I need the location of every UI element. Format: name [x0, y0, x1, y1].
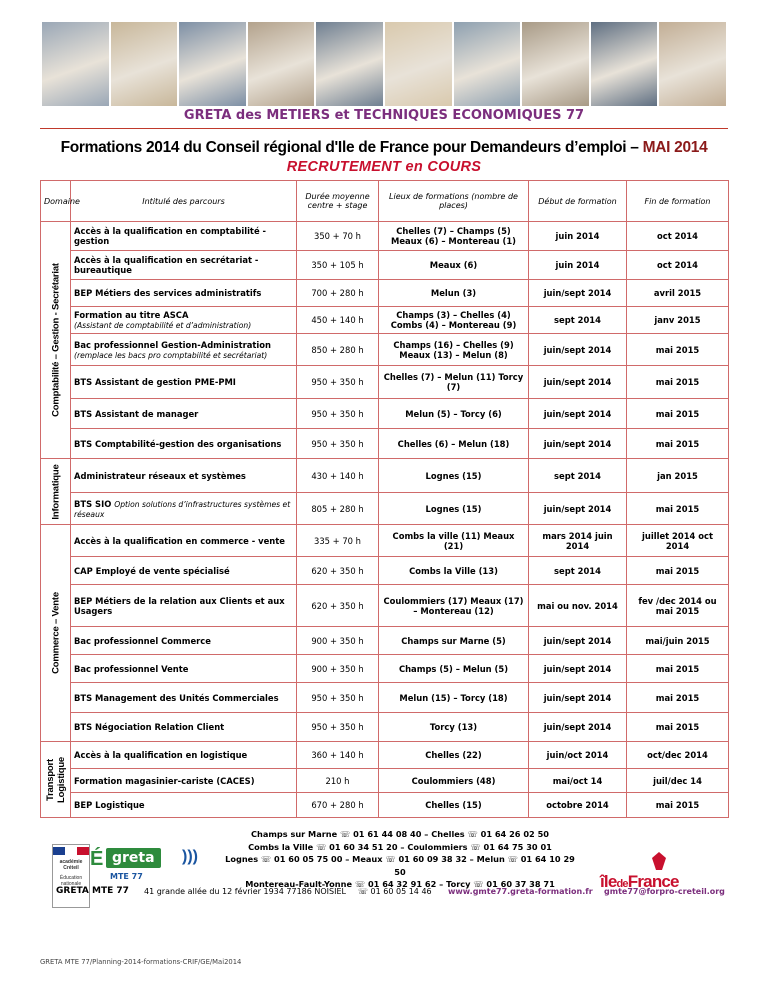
- academie-logo-mention: Éducation nationale: [59, 875, 83, 887]
- duration-cell: 430 + 140 h: [297, 459, 379, 493]
- start-cell: juin/sept 2014: [529, 655, 627, 683]
- banner-photo: [659, 22, 726, 106]
- footer: [40, 828, 728, 936]
- banner-photo: [591, 22, 658, 106]
- table-row: [41, 713, 729, 742]
- end-cell: oct/dec 2014: [627, 742, 729, 769]
- page-title-text: Formations 2014 du Conseil régional d'Ile de France pour Demandeurs d’emploi –: [60, 139, 639, 156]
- contact-line: Champs sur Marne ☏ 01 61 44 08 40 – Chelles ☏ 01 64 26 02 50: [250, 829, 549, 839]
- course-title: BEP Logistique: [74, 800, 145, 810]
- start-cell: sept 2014: [529, 307, 627, 334]
- course-cell: [71, 713, 297, 742]
- contact-line: Lognes ☏ 01 60 05 75 00 – Meaux ☏ 01 60 09 38 32 – Melun ☏ 01 64 10 29 50: [225, 854, 575, 877]
- title-divider: [40, 128, 728, 129]
- course-title: Formation au titre ASCA: [74, 310, 189, 320]
- course-title: BTS Comptabilité-gestion des organisations: [74, 438, 282, 449]
- domain-label-line: Transport: [44, 758, 56, 801]
- location-cell: Melun (5) – Torcy (6): [379, 399, 529, 429]
- org-name: GRETA MTE 77: [56, 886, 129, 896]
- start-cell: juin 2014: [529, 251, 627, 280]
- end-cell: mai 2015: [627, 429, 729, 459]
- course-title: Bac professionnel Vente: [74, 663, 189, 674]
- banner-photo: [454, 22, 521, 106]
- table-row: [41, 655, 729, 683]
- location-cell: Melun (3): [379, 280, 529, 307]
- banner-photo: [42, 22, 109, 106]
- org-title: GRETA des METIERS et TECHNIQUES ECONOMIQUES 77: [183, 108, 585, 123]
- domain-cell-compta: [41, 222, 71, 459]
- duration-cell: 850 + 280 h: [297, 334, 379, 366]
- start-cell: juin/sept 2014: [529, 366, 627, 399]
- header-domain: Domaine: [41, 181, 71, 222]
- end-cell: mai 2015: [627, 683, 729, 713]
- start-cell: juin/sept 2014: [529, 683, 627, 713]
- banner-photo: [522, 22, 589, 106]
- course-cell: [71, 307, 297, 334]
- course-cell: [71, 222, 297, 251]
- course-cell: [71, 769, 297, 793]
- duration-cell: 950 + 350 h: [297, 399, 379, 429]
- location-cell: Meaux (6): [379, 251, 529, 280]
- domain-label: Informatique: [50, 463, 61, 520]
- course-title: BTS Management des Unités Commerciales: [74, 692, 279, 703]
- document-reference: GRETA MTE 77/Planning-2014-formations-CRIF/GE/Mai2014: [40, 958, 242, 966]
- course-title: BTS SIO: [74, 498, 112, 509]
- location-cell: Combs la ville (11) Meaux (21): [379, 525, 529, 557]
- table-row: [41, 683, 729, 713]
- duration-cell: 950 + 350 h: [297, 429, 379, 459]
- duration-cell: 900 + 350 h: [297, 627, 379, 655]
- course-title: Accès à la qualification en secrétariat - bureautique: [74, 255, 259, 275]
- table-row: [41, 525, 729, 557]
- start-cell: octobre 2014: [529, 793, 627, 818]
- duration-cell: 450 + 140 h: [297, 307, 379, 334]
- course-cell: [71, 366, 297, 399]
- greta-logo-sub: MTE 77: [110, 872, 143, 881]
- course-cell: [71, 429, 297, 459]
- end-cell: mai 2015: [627, 655, 729, 683]
- end-cell: mai 2015: [627, 793, 729, 818]
- header-photo-banner: [42, 22, 726, 106]
- course-cell: [71, 627, 297, 655]
- location-cell: Coulommiers (48): [379, 769, 529, 793]
- end-cell: janv 2015: [627, 307, 729, 334]
- course-title: BTS Assistant de manager: [74, 408, 199, 419]
- banner-photo: [316, 22, 383, 106]
- course-title: Bac professionnel Gestion-Administration: [74, 339, 271, 350]
- duration-cell: 620 + 350 h: [297, 585, 379, 627]
- academie-logo: [52, 844, 90, 908]
- course-title: Accès à la qualification en commerce - vente: [74, 535, 285, 546]
- end-cell: oct 2014: [627, 251, 729, 280]
- duration-cell: 670 + 280 h: [297, 793, 379, 818]
- contact-line: Combs la Ville ☏ 01 60 34 51 20 – Coulommiers ☏ 01 64 75 30 01: [248, 841, 552, 852]
- duration-cell: 360 + 140 h: [297, 742, 379, 769]
- banner-photo: [111, 22, 178, 106]
- course-cell: [71, 251, 297, 280]
- location-cell: Torcy (13): [379, 713, 529, 742]
- start-cell: juin/sept 2014: [529, 280, 627, 307]
- training-table: [40, 180, 729, 818]
- location-cell: Chelles (6) – Melun (18): [379, 429, 529, 459]
- end-cell: juil/dec 14: [627, 769, 729, 793]
- course-cell: [71, 525, 297, 557]
- start-cell: mars 2014 juin 2014: [529, 525, 627, 557]
- duration-cell: 210 h: [297, 769, 379, 793]
- table-row: [41, 627, 729, 655]
- start-cell: juin/sept 2014: [529, 627, 627, 655]
- idf-logo-1: île: [600, 872, 617, 891]
- start-cell: juin/sept 2014: [529, 493, 627, 525]
- table-row: [41, 769, 729, 793]
- domain-cell-info: [41, 459, 71, 525]
- start-cell: mai ou nov. 2014: [529, 585, 627, 627]
- end-cell: oct 2014: [627, 222, 729, 251]
- table-row: [41, 251, 729, 280]
- course-note: Option solutions d’infrastructures systèmes et réseaux: [74, 499, 291, 519]
- course-title: Formation magasinier-cariste (CACES): [74, 775, 255, 786]
- end-cell: mai 2015: [627, 557, 729, 585]
- course-cell: [71, 280, 297, 307]
- location-cell: Champs (3) – Chelles (4) Combs (4) – Montereau (9): [379, 307, 529, 334]
- course-cell: [71, 742, 297, 769]
- duration-cell: 620 + 350 h: [297, 557, 379, 585]
- org-phone: ☏ 01 60 05 14 46: [358, 887, 432, 896]
- end-cell: jan 2015: [627, 459, 729, 493]
- course-title: Bac professionnel Commerce: [74, 635, 211, 646]
- location-cell: Champs sur Marne (5): [379, 627, 529, 655]
- location-cell: Combs la Ville (13): [379, 557, 529, 585]
- greta-e-icon: É: [90, 848, 104, 870]
- course-cell: [71, 793, 297, 818]
- end-cell: mai 2015: [627, 334, 729, 366]
- table-row: [41, 793, 729, 818]
- header-end: Fin de formation: [627, 181, 729, 222]
- banner-photo: [385, 22, 452, 106]
- duration-cell: 700 + 280 h: [297, 280, 379, 307]
- table-row: [41, 459, 729, 493]
- start-cell: juin 2014: [529, 222, 627, 251]
- duration-cell: 900 + 350 h: [297, 655, 379, 683]
- start-cell: juin/sept 2014: [529, 429, 627, 459]
- start-cell: juin/sept 2014: [529, 713, 627, 742]
- course-cell: [71, 459, 297, 493]
- duration-cell: 950 + 350 h: [297, 366, 379, 399]
- start-cell: mai/oct 14: [529, 769, 627, 793]
- domain-label-line: Logistique: [55, 756, 67, 803]
- location-cell: Chelles (7) – Melun (11) Torcy (7): [379, 366, 529, 399]
- academie-logo-text: académie Créteil: [59, 859, 83, 871]
- greta-arrows-icon: ))): [182, 848, 198, 865]
- course-cell: [71, 655, 297, 683]
- table-row: [41, 334, 729, 366]
- course-title: Accès à la qualification en comptabilité - gestion: [74, 226, 267, 246]
- start-cell: juin/sept 2014: [529, 334, 627, 366]
- course-cell: [71, 334, 297, 366]
- location-cell: Champs (5) – Melun (5): [379, 655, 529, 683]
- end-cell: mai 2015: [627, 399, 729, 429]
- duration-cell: 805 + 280 h: [297, 493, 379, 525]
- table-row: [41, 429, 729, 459]
- course-cell: [71, 557, 297, 585]
- duration-cell: 350 + 105 h: [297, 251, 379, 280]
- table-row: [41, 557, 729, 585]
- course-cell: [71, 399, 297, 429]
- course-title: BEP Métiers des services administratifs: [74, 288, 262, 298]
- table-row: [41, 280, 729, 307]
- course-note: (Assistant de comptabilité et d’administration): [74, 321, 252, 330]
- location-cell: Chelles (15): [379, 793, 529, 818]
- location-cell: Chelles (7) – Champs (5) Meaux (6) – Montereau (1): [379, 222, 529, 251]
- page-title-date: MAI 2014: [642, 139, 708, 156]
- idf-logo-2: de: [616, 878, 628, 890]
- table-row: [41, 222, 729, 251]
- greta-logo-word: greta: [106, 848, 161, 868]
- start-cell: sept 2014: [529, 459, 627, 493]
- table-row: [41, 366, 729, 399]
- start-cell: juin/sept 2014: [529, 399, 627, 429]
- domain-cell-transport: [41, 742, 71, 818]
- course-cell: [71, 493, 297, 525]
- end-cell: juillet 2014 oct 2014: [627, 525, 729, 557]
- end-cell: mai 2015: [627, 493, 729, 525]
- location-cell: Lognes (15): [379, 459, 529, 493]
- end-cell: mai/juin 2015: [627, 627, 729, 655]
- table-row: [41, 742, 729, 769]
- duration-cell: 950 + 350 h: [297, 683, 379, 713]
- header-start: Début de formation: [529, 181, 627, 222]
- domain-cell-commerce: [41, 525, 71, 742]
- table-row: [41, 585, 729, 627]
- page-subtitle: RECRUTEMENT en COURS: [286, 159, 482, 175]
- header-duration: Durée moyenne centre + stage: [297, 181, 379, 222]
- table-header-row: [41, 181, 729, 222]
- end-cell: mai 2015: [627, 713, 729, 742]
- org-address: 41 grande allée du 12 février 1934 77186 NOISIEL: [144, 887, 346, 896]
- table-row: [41, 307, 729, 334]
- domain-label: Comptabilité – Gestion - Secrétariat: [50, 263, 61, 417]
- location-cell: Champs (16) – Chelles (9) Meaux (13) – Melun (8): [379, 334, 529, 366]
- course-title: Accès à la qualification en logistique: [74, 750, 248, 760]
- duration-cell: 350 + 70 h: [297, 222, 379, 251]
- table-row: [41, 493, 729, 525]
- domain-label: [45, 756, 67, 802]
- location-cell: Lognes (15): [379, 493, 529, 525]
- banner-photo: [248, 22, 315, 106]
- course-title: BTS Négociation Relation Client: [74, 722, 225, 732]
- contact-line: Montereau-Fault-Yonne ☏ 01 64 32 91 62 – Torcy ☏ 01 60 37 38 71: [245, 879, 555, 889]
- location-cell: Coulommiers (17) Meaux (17) – Montereau (12): [379, 585, 529, 627]
- course-title: BTS Assistant de gestion PME-PMI: [74, 377, 236, 387]
- location-cell: Melun (15) – Torcy (18): [379, 683, 529, 713]
- start-cell: sept 2014: [529, 557, 627, 585]
- course-title: Administrateur réseaux et systèmes: [74, 470, 246, 481]
- email-link[interactable]: gmte77@forpro-creteil.org: [604, 887, 725, 896]
- location-cell: Chelles (22): [379, 742, 529, 769]
- banner-photo: [179, 22, 246, 106]
- page-title: [0, 139, 768, 157]
- course-title: BEP Métiers de la relation aux Clients et aux Usagers: [74, 595, 285, 616]
- end-cell: mai 2015: [627, 366, 729, 399]
- end-cell: fev /dec 2014 ou mai 2015: [627, 585, 729, 627]
- course-title: CAP Employé de vente spécialisé: [74, 565, 230, 576]
- header-locations: Lieux de formations (nombre de places): [379, 181, 529, 222]
- end-cell: avril 2015: [627, 280, 729, 307]
- duration-cell: 950 + 350 h: [297, 713, 379, 742]
- contact-list: [220, 828, 580, 891]
- header-course: Intitulé des parcours: [71, 181, 297, 222]
- course-cell: [71, 683, 297, 713]
- course-cell: [71, 585, 297, 627]
- domain-label: Commerce – Vente: [50, 592, 61, 674]
- greta-logo: [90, 848, 200, 888]
- duration-cell: 335 + 70 h: [297, 525, 379, 557]
- course-note: (remplace les bacs pro comptabilité et secrétariat): [74, 350, 268, 360]
- start-cell: juin/oct 2014: [529, 742, 627, 769]
- idf-mark-icon: [652, 852, 666, 870]
- table-row: [41, 399, 729, 429]
- idf-logo-3: France: [627, 872, 679, 891]
- website-link[interactable]: www.gmte77.greta-formation.fr: [448, 887, 593, 896]
